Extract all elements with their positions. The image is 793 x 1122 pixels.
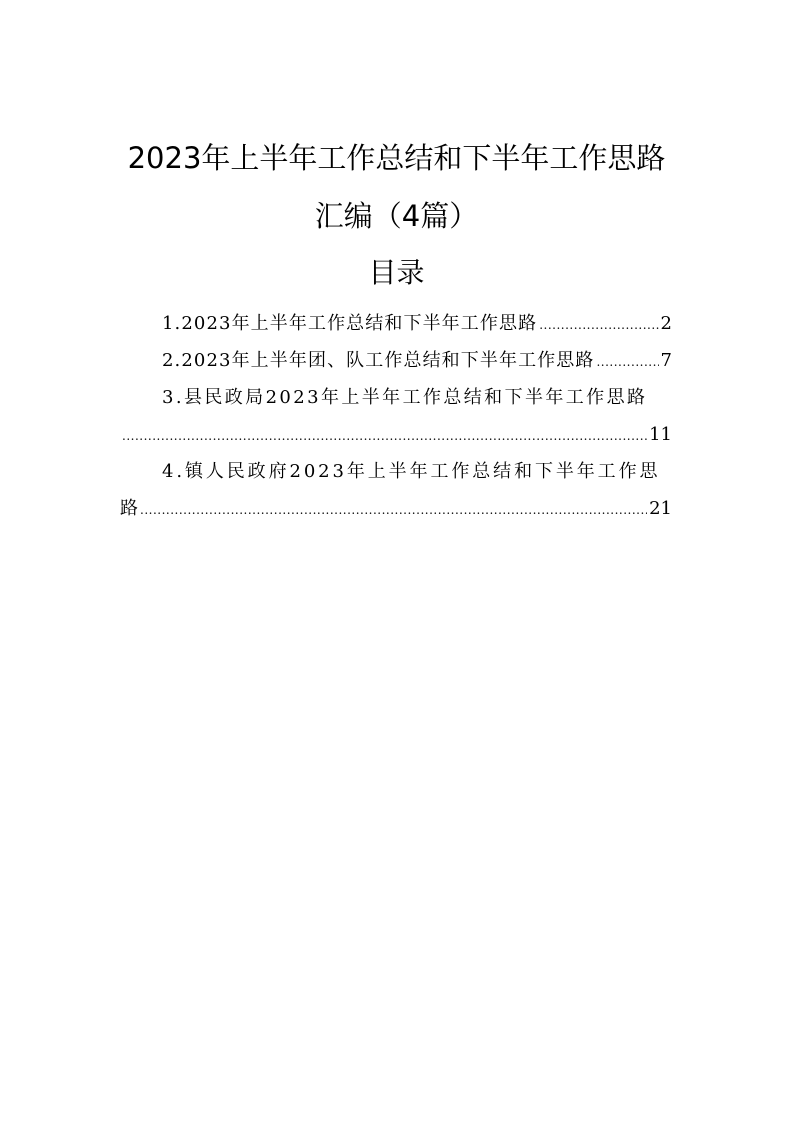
toc-heading: 目录 xyxy=(368,256,425,289)
toc-entry-2-page: 7 xyxy=(660,350,672,371)
document-title-line-2: 汇编（4篇） xyxy=(314,199,479,233)
toc-entry-2[interactable] xyxy=(120,342,672,379)
toc-entry-1-text: 1.2023年上半年工作总结和下半年工作思路 xyxy=(162,313,538,334)
toc-entry-3-continuation[interactable] xyxy=(120,416,672,453)
toc-entry-3-text: 3.县民政局2023年上半年工作总结和下半年工作思路 xyxy=(162,387,648,408)
table-of-contents xyxy=(120,305,672,527)
document-title-line-1: 2023年上半年工作总结和下半年工作思路 xyxy=(127,141,666,175)
toc-entry-1[interactable] xyxy=(120,305,672,342)
toc-entry-4-continuation[interactable] xyxy=(120,490,672,527)
toc-entry-4-leader xyxy=(140,492,647,527)
toc-entry-4-text: 4.镇人民政府2023年上半年工作总结和下半年工作思 xyxy=(162,461,661,482)
toc-entry-3-page: 11 xyxy=(649,424,672,445)
toc-entry-4-page: 21 xyxy=(649,498,672,519)
toc-entry-2-text: 2.2023年上半年团、队工作总结和下半年工作思路 xyxy=(162,350,595,371)
toc-entry-2-leader xyxy=(596,344,658,379)
toc-entry-1-leader xyxy=(539,307,658,342)
toc-entry-3-leader xyxy=(122,418,647,453)
toc-entry-3[interactable] xyxy=(120,379,672,416)
toc-entry-1-page: 2 xyxy=(660,313,672,334)
toc-entry-4[interactable] xyxy=(120,453,672,490)
toc-entry-4-text-continued: 路 xyxy=(120,498,138,519)
